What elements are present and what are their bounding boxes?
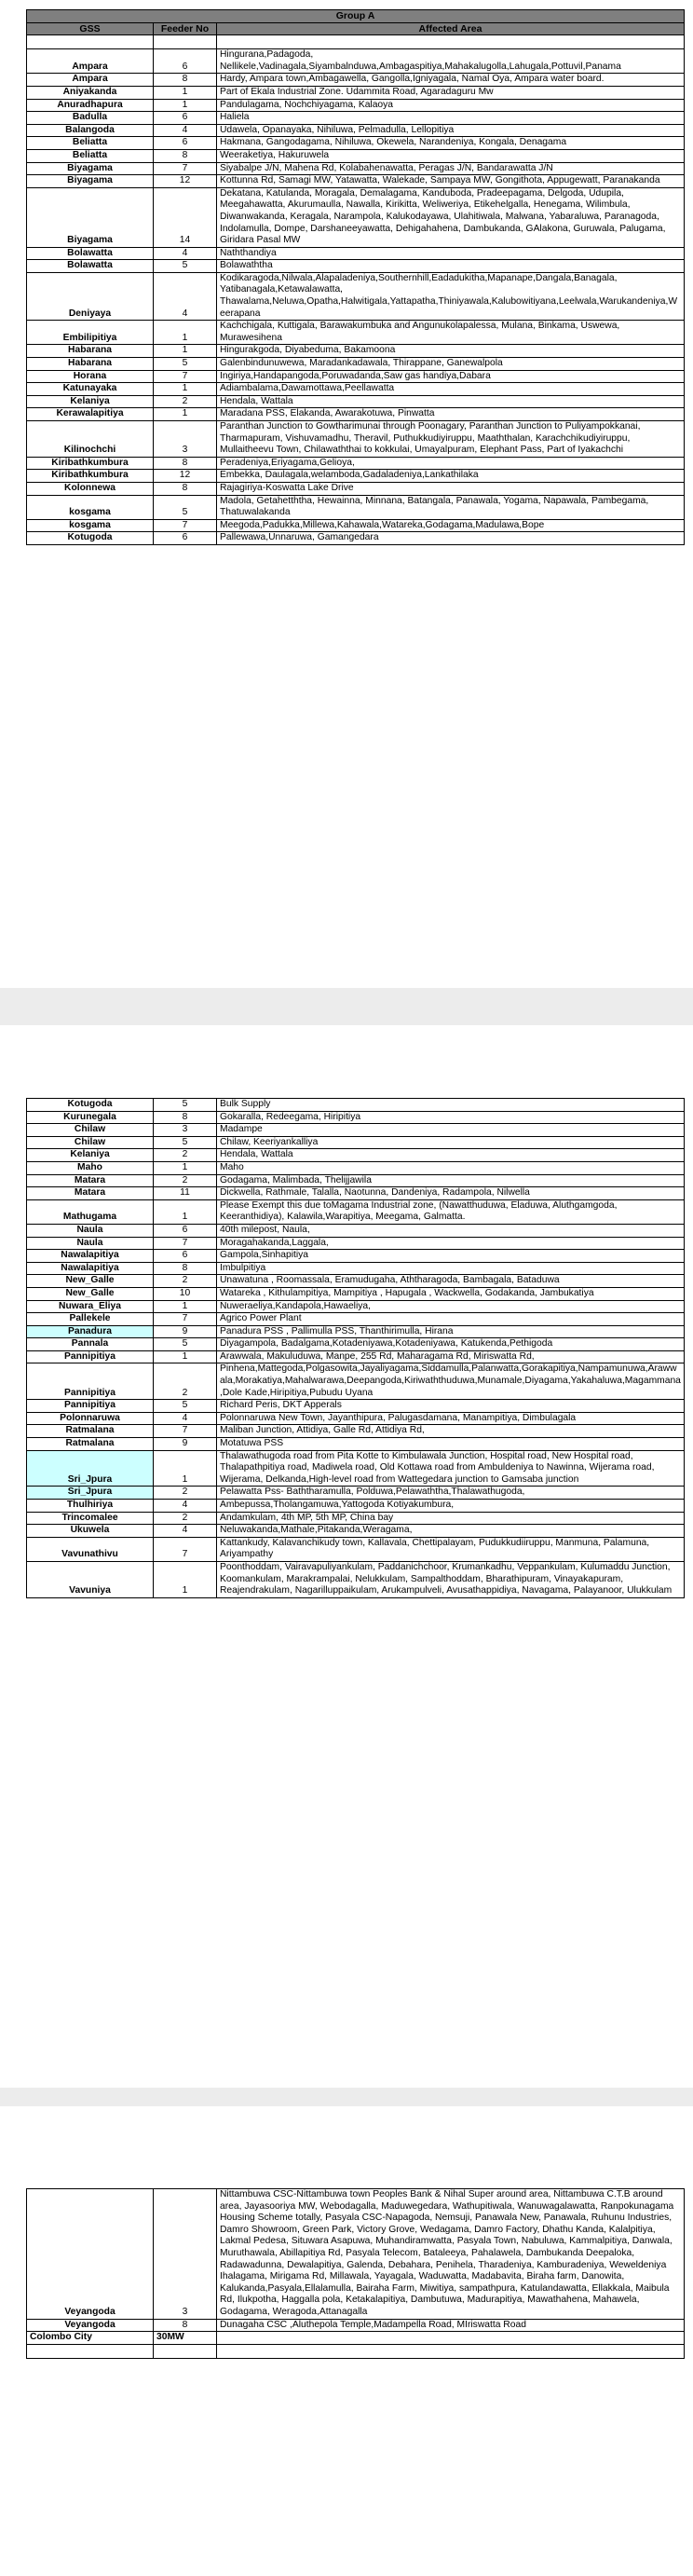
feeder-cell: 4 (154, 272, 217, 320)
gss-cell: Pannipitiya (27, 1400, 154, 1413)
gss-cell: Nuwara_Eliya (27, 1300, 154, 1313)
table-row (27, 1512, 685, 1525)
table-row (27, 1325, 685, 1338)
gss-cell: Balangoda (27, 124, 154, 137)
feeder-cell: 1 (154, 1450, 217, 1487)
area-cell: Pallewawa,Unnaruwa, Gamangedara (217, 532, 685, 545)
gss-cell: Kelaniya (27, 395, 154, 408)
table-row (27, 1199, 685, 1224)
gss-cell: Trincomalee (27, 1512, 154, 1525)
gss-cell: Kotugoda (27, 1099, 154, 1112)
area-cell: Hardy, Ampara town,Ambagawella, Gangolla,Igniyagala, Namal Oya, Ampara water board. (217, 74, 685, 87)
table-row (27, 1525, 685, 1538)
feeder-cell: 2 (154, 1487, 217, 1500)
table-row (27, 1450, 685, 1487)
table-row (27, 1262, 685, 1275)
feeder-cell: 6 (154, 532, 217, 545)
table-row (27, 370, 685, 383)
feeder-cell: 1 (154, 1300, 217, 1313)
area-cell: Polonnaruwa New Town, Jayanthipura, Palugasdamana, Manampitiya, Dimbulagala (217, 1412, 685, 1425)
area-cell: Naththandiya (217, 247, 685, 260)
area-cell: Pandulagama, Nochchiyagama, Kalaoya (217, 99, 685, 112)
gss-cell: Panadura (27, 1325, 154, 1338)
gss-cell: Chilaw (27, 1124, 154, 1137)
table-row (27, 175, 685, 188)
area-cell: Embekka, Daulagala,welamboda,Gadaladeniya,Lankathilaka (217, 470, 685, 483)
feeder-cell: 14 (154, 187, 217, 247)
feeder-cell: 8 (154, 2319, 217, 2332)
area-cell: Ingiriya,Handapangoda,Poruwadanda,Saw gas handiya,Dabara (217, 370, 685, 383)
header-area: Affected Area (217, 22, 685, 35)
area-cell: 40th milepost, Naula, (217, 1224, 685, 1237)
table-row (27, 345, 685, 358)
area-cell: Rajagiriya-Koswatta Lake Drive (217, 482, 685, 495)
gss-cell: New_Galle (27, 1287, 154, 1300)
feeder-table-page-3 (26, 2188, 685, 2359)
feeder-cell: 9 (154, 1325, 217, 1338)
feeder-cell: 1 (154, 345, 217, 358)
table-row (27, 1425, 685, 1438)
table-row (27, 1412, 685, 1425)
page-gap (0, 988, 693, 1025)
feeder-cell: 1 (154, 1350, 217, 1363)
table-row (27, 49, 685, 74)
gss-cell: Beliatta (27, 149, 154, 162)
gss-cell: kosgama (27, 519, 154, 532)
table-row (27, 532, 685, 545)
footer-row (27, 2332, 685, 2345)
area-cell: Watareka , Kithulampitiya, Mampitiya , Hapugala , Wackwella, Godakanda, Jambukatiya (217, 1287, 685, 1300)
gss-cell: Chilaw (27, 1136, 154, 1149)
feeder-cell: 8 (154, 482, 217, 495)
gss-cell: Biyagama (27, 162, 154, 175)
gss-cell: Matara (27, 1174, 154, 1187)
area-cell: Arawwala, Makuluduwa, Manpe, 255 Rd, Maharagama Rd, Miriswatta Rd, (217, 1350, 685, 1363)
gss-cell: Pannipitiya (27, 1350, 154, 1363)
table-row (27, 1350, 685, 1363)
gss-cell: Naula (27, 1237, 154, 1250)
table-row (27, 495, 685, 519)
feeder-cell: 1 (154, 408, 217, 421)
gss-cell: Vavunathivu (27, 1537, 154, 1561)
feeder-cell: 8 (154, 457, 217, 470)
table-row (27, 1537, 685, 1561)
area-cell: Nuweraeliya,Kandapola,Hawaeliya, (217, 1300, 685, 1313)
header-feeder: Feeder No (154, 22, 217, 35)
table-row (27, 112, 685, 125)
table-row (27, 1313, 685, 1326)
area-cell: Pinhena,Mattegoda,Polgasowita,Jayaliyagama,Siddamulla,Palanwatta,Gorakapitiya,Nampamunuwa,Arawwala,Morakatiya,Mahalwarawa,Deepangoda,Kiriwaththuduwa,Munamale,Diyagama,Yakahaluwa,Magammana,Dole Kade,Hiripitiya,Pubudu Uyana (217, 1363, 685, 1400)
group-title: Group A (27, 10, 685, 23)
area-cell: Gampola,Sinhapitiya (217, 1250, 685, 1263)
area-cell: Dekatana, Katulanda, Moragala, Demalagama, Kandubodа, Pradeepagama, Delgoda, Udupila, Meegahawatta, Akurumaulla, Nawalla, Kirikitta, Weliweriya, Etikehelgalla, Henegama, Wilimbula, Diwanwakanda, Keragala, Narampola, Kalukodayawa, Ulahitiwala, Malwana, Yabaraluwa, Paranagoda, Indolamulla, Dompe, Darshaneeyawatta, Dehigahahena, Dambukanda, GAlakona, Guruwala, Palugama, Giridara Pasal MW (217, 187, 685, 247)
feeder-table-page-1 (26, 9, 685, 545)
area-cell: Kachchigala, Kuttigala, Barawakumbuka and Angunukolapalessa, Mulana, Binkama, Uswewa, Murawesihena (217, 321, 685, 345)
table-row (27, 358, 685, 371)
gss-cell: Habarana (27, 345, 154, 358)
table-row (27, 1400, 685, 1413)
feeder-cell: 8 (154, 1262, 217, 1275)
table-row (27, 124, 685, 137)
feeder-cell: 2 (154, 395, 217, 408)
feeder-cell: 7 (154, 1237, 217, 1250)
area-cell: Pelawatta Pss- Baththaramulla, Polduwa,Pelawaththa,Thalawathugoda, (217, 1487, 685, 1500)
feeder-cell: 1 (154, 383, 217, 396)
gss-cell: Pannipitiya (27, 1363, 154, 1400)
feeder-cell: 3 (154, 421, 217, 458)
feeder-cell: 8 (154, 74, 217, 87)
feeder-cell: 1 (154, 86, 217, 99)
gss-cell: Horana (27, 370, 154, 383)
table-row (27, 395, 685, 408)
area-cell: Agrico Power Plant (217, 1313, 685, 1326)
feeder-cell: 7 (154, 1537, 217, 1561)
gss-cell: Aniyakanda (27, 86, 154, 99)
gss-cell: Kilinochchi (27, 421, 154, 458)
table-row (27, 272, 685, 320)
table-row (27, 482, 685, 495)
table-row (27, 1438, 685, 1451)
area-cell: Imbulpitiya (217, 1262, 685, 1275)
feeder-cell: 1 (154, 1561, 217, 1597)
gss-cell: Sri_Jpura (27, 1450, 154, 1487)
area-cell: Adiambalama,Dawamottawa,Peellawatta (217, 383, 685, 396)
gss-cell: Embilipitiya (27, 321, 154, 345)
area-cell: Poonthoddam, Vairavapuliyankulam, Paddanichchoor, Krumankadhu, Veppankulam, Kulumaddu Junction, Koomankulam, Marakrampalai, Nelukkulam, Sampalthoddam, Bharathipuram, Vinayakapuram, Reajendrakulam, Nagarilluppaikulam, Arukampulveli, Avusathappidiya, Navagama, Palayanoor, Ulukkulam (217, 1561, 685, 1597)
area-cell: Paranthan Junction to Gowtharimunai through Poonagary, Paranthan Junction to Puliyampokkanai, Tharmapuram, Vishuvamadhu, Theravil, Puthukkudiyiruppu, Maaththalan, Karachchikudiyiruppu, Mullaitheevu Town, Chilawaththai to kokkulai, Umayalpuram, Elephant Pass, Part of Iyakachchi (217, 421, 685, 458)
area-cell: Nittambuwa CSC-Nittambuwa town Peoples Bank & Nihal Super around area, Nittambuwa C.T.B around area, Jayasooriya MW, Webodagalla, Maduwegedara, Wathupitiwala, Wanuwagalawatta, Ranpokunagama Housing Scheme totally, Pasyala CSC-Napagoda, Nemsuji, Panawala New, Panawala, Ruhunu Industries, Damro Showroom, Green Park, Victory Grove, Wedagama, Damro Factory, Dhathu Kanda, Kalalpitiya, Lakmal Pedesa, Situwara Asapuwa, Muhandiramwatta, Pasyala Town, Nabuluwa, Kammalpitiya, Danwala, Muruthawala, Abillapitiya Rd, Pasyala Telecom, Batalееya, Pahalawela, Dambukanda Deepaloka, Radawadunna, Dewalapitiya, Galenda, Debahara, Penihela, Tharadeniya, Kamburadeniya, Weweldeniya Ihalagama, Mirigama Rd, Millawala, Yayagala, Waduwatta, Madabavita, Biraha farm, Danowita, Kalukanda,Pasyala,Ellalamulla, Bairaha Farm, Miwitiya, sampathpura, Katulandawatta, Ellakkala, Maibula Rd, Ilukpotha, Haggalla pola, Ketakalapitiya, Dambutuwa, Madurapitiya, Mawathahena, Mahawela, Godagama, Weragoda,Attanagalla (217, 2189, 685, 2320)
gss-cell: Deniyaya (27, 272, 154, 320)
area-cell: Ambepussa,Tholangamuwa,Yattogoda Kotiyakumbura, (217, 1500, 685, 1513)
feeder-cell: 11 (154, 1187, 217, 1200)
gss-cell: Bolawatta (27, 260, 154, 273)
table-row (27, 1287, 685, 1300)
gss-cell: Maho (27, 1161, 154, 1174)
area-cell: Godagama, Malimbada, Thelijjawila (217, 1174, 685, 1187)
gss-cell: Ampara (27, 49, 154, 74)
feeder-cell: 4 (154, 1412, 217, 1425)
table-row (27, 1561, 685, 1597)
gss-cell: Habarana (27, 358, 154, 371)
feeder-cell: 3 (154, 2189, 217, 2320)
area-cell: Richard Peris, DKT Apperals (217, 1400, 685, 1413)
gss-cell: Nawalapitiya (27, 1250, 154, 1263)
feeder-cell: 1 (154, 99, 217, 112)
feeder-cell: 1 (154, 1161, 217, 1174)
feeder-table-page-2 (26, 1098, 685, 1598)
feeder-cell: 6 (154, 137, 217, 150)
area-cell: Weeraketiya, Hakuruwela (217, 149, 685, 162)
table-row (27, 1487, 685, 1500)
table-row (27, 1111, 685, 1124)
area-cell: Kottunna Rd, Samagi MW, Yatawatta, Walekade, Sampaya MW, Gongithota, Appugewatt, Paranakanda (217, 175, 685, 188)
feeder-cell: 2 (154, 1512, 217, 1525)
table-row (27, 86, 685, 99)
area-cell: Maliban Junction, Attidiya, Galle Rd, Attidiya Rd, (217, 1425, 685, 1438)
feeder-cell: 4 (154, 247, 217, 260)
feeder-cell: 7 (154, 1425, 217, 1438)
feeder-cell: 12 (154, 470, 217, 483)
feeder-cell: 6 (154, 1224, 217, 1237)
gss-cell: Ratmalana (27, 1425, 154, 1438)
feeder-cell: 5 (154, 260, 217, 273)
feeder-cell: 8 (154, 1111, 217, 1124)
gss-cell: Vavuniya (27, 1561, 154, 1597)
feeder-cell: 6 (154, 49, 217, 74)
area-cell: Bolawaththa (217, 260, 685, 273)
area-cell: Diyagampola, Badalgama,Kotadeniyawa,Kotadeniyawa, Katukenda,Pethigoda (217, 1338, 685, 1351)
gss-cell: Naula (27, 1224, 154, 1237)
table-row (27, 149, 685, 162)
table-row (27, 1124, 685, 1137)
area-cell: Kattankudy, Kalavanchikudy town, Kallavala, Chettipalayam, Pudukkudiiruppu, Manmuna, Palamuna, Ariyampathy (217, 1537, 685, 1561)
gss-cell: Ampara (27, 74, 154, 87)
area-cell: Siyabalpe J/N, Mahena Rd, Kolabahenawatta, Peragas J/N, Bandarawatta J/N (217, 162, 685, 175)
feeder-cell: 2 (154, 1174, 217, 1187)
gss-cell: Katunayaka (27, 383, 154, 396)
area-cell: Thalawathugoda road from Pita Kotte to Kimbulawala Junction, Hospital road, New Hospital road, Thalapathpitiya road, Madiwela road, Old Kottawa road from Ambuldeniya to Nawinna, Wijerama road, Wijerama, Delkanda,High-level road from Wattegedara junction to Gamsaba junction (217, 1450, 685, 1487)
gss-cell: Kotugoda (27, 532, 154, 545)
feeder-cell: 9 (154, 1438, 217, 1451)
area-cell: Neluwakanda,Mathale,Pitakanda,Weragama, (217, 1525, 685, 1538)
gss-cell: Bolawatta (27, 247, 154, 260)
gss-cell: Kiribathkumbura (27, 470, 154, 483)
area-cell: Hakmana, Gangodagama, Nihiluwa, Okewela, Narandeniya, Kongala, Denagama (217, 137, 685, 150)
feeder-cell: 1 (154, 321, 217, 345)
table-row (27, 2189, 685, 2320)
feeder-cell: 6 (154, 112, 217, 125)
table-row (27, 99, 685, 112)
gss-cell: Kurunegala (27, 1111, 154, 1124)
feeder-cell: 1 (154, 1199, 217, 1224)
gss-cell: Matara (27, 1187, 154, 1200)
gss-cell: Nawalapitiya (27, 1262, 154, 1275)
feeder-cell: 7 (154, 519, 217, 532)
area-cell: Gokaralla, Redeegama, Hiripitiya (217, 1111, 685, 1124)
area-cell: Moragahakanda,Laggala, (217, 1237, 685, 1250)
table-row (27, 260, 685, 273)
area-cell: Maho (217, 1161, 685, 1174)
table-row (27, 519, 685, 532)
gss-cell: Pannala (27, 1338, 154, 1351)
gss-cell: Thulhiriya (27, 1500, 154, 1513)
gss-cell: Kerawalapitiya (27, 408, 154, 421)
table-row (27, 408, 685, 421)
gss-cell: Pallekele (27, 1313, 154, 1326)
gss-cell: Mathugama (27, 1199, 154, 1224)
feeder-cell: 4 (154, 124, 217, 137)
table-row (27, 1500, 685, 1513)
table-row (27, 1099, 685, 1112)
feeder-cell: 5 (154, 1099, 217, 1112)
feeder-cell: 7 (154, 1313, 217, 1326)
feeder-cell: 3 (154, 1124, 217, 1137)
table-row (27, 383, 685, 396)
gss-cell: Veyangoda (27, 2319, 154, 2332)
area-cell: Madola, Getahetththa, Hewainna, Minnana, Batangala, Panawala, Yogama, Napawala, Pambegama, Thatuwalakanda (217, 495, 685, 519)
area-cell: Madampe (217, 1124, 685, 1137)
feeder-cell: 12 (154, 175, 217, 188)
table-row (27, 1224, 685, 1237)
gss-cell: Kolonnewa (27, 482, 154, 495)
feeder-cell: 5 (154, 1338, 217, 1351)
area-cell: Chilaw, Keeriyankalliya (217, 1136, 685, 1149)
table-row (27, 1174, 685, 1187)
table-row (27, 247, 685, 260)
table-row (27, 1275, 685, 1288)
table-row (27, 1161, 685, 1174)
feeder-cell: 4 (154, 1500, 217, 1513)
area-cell: Udawela, Opanayaka, Nihiluwa, Pelmadulla, Lellopitiya (217, 124, 685, 137)
gss-cell: Veyangoda (27, 2189, 154, 2320)
feeder-cell: 6 (154, 1250, 217, 1263)
gss-cell: Biyagama (27, 187, 154, 247)
gss-cell: Sri_Jpura (27, 1487, 154, 1500)
area-cell: Galenbindunuwewa, Maradankadawala, Thirappane, Ganewalpola (217, 358, 685, 371)
gss-cell: Kelaniya (27, 1149, 154, 1162)
area-cell: Haliela (217, 112, 685, 125)
gss-cell: Anuradhapura (27, 99, 154, 112)
footer-label: Colombo City (27, 2332, 154, 2345)
feeder-cell: 8 (154, 149, 217, 162)
table-row (27, 1250, 685, 1263)
table-row (27, 2319, 685, 2332)
table-row (27, 1338, 685, 1351)
table-row (27, 1136, 685, 1149)
feeder-cell: 10 (154, 1287, 217, 1300)
table-row (27, 1300, 685, 1313)
area-cell: Dickwella, Rathmale, Talalla, Naotunna, Dandeniya, Radampola, Nilwella (217, 1187, 685, 1200)
gss-cell: Beliatta (27, 137, 154, 150)
area-cell: Part of Ekala Industrial Zone. Udammita Road, Agaradaguru Mw (217, 86, 685, 99)
feeder-cell: 7 (154, 370, 217, 383)
feeder-cell: 5 (154, 358, 217, 371)
area-cell: Peradeniya,Eriyagama,Gelioya, (217, 457, 685, 470)
table-row (27, 457, 685, 470)
area-cell: Kodikaragoda,Nilwala,Alapaladeniya,Southernhill,Eadadukitha,Mapanape,Dangala,Banagala, Yatibanagala,Ketawalawatta, Thawalama,Neluwa,Opatha,Halwitigala,Yattapatha,Thiniyawala,Kalubowitiyana,Leelwala,Warukandeniya,Weerapana (217, 272, 685, 320)
area-cell: Unawatuna , Roomassala, Eramudugaha, Aththaragoda, Bambagala, Bataduwa (217, 1275, 685, 1288)
gss-cell: Ukuwela (27, 1525, 154, 1538)
area-cell: Motatuwa PSS (217, 1438, 685, 1451)
header-gss: GSS (27, 22, 154, 35)
area-cell: Hendala, Wattala (217, 395, 685, 408)
page-3 (0, 2106, 693, 2576)
table-row (27, 1363, 685, 1400)
area-cell: Please Exempt this due toMagama Industrial zone, (Nawatthuduwa, Eladuwa, Aluthgamgoda, Keeranthidiya), Kalawila,Warapitiya, Meegama, Galmatta. (217, 1199, 685, 1224)
gss-cell: Biyagama (27, 175, 154, 188)
table-row (27, 1187, 685, 1200)
table-row (27, 321, 685, 345)
area-cell: Hendala, Wattala (217, 1149, 685, 1162)
feeder-cell: 2 (154, 1149, 217, 1162)
gss-cell: Ratmalana (27, 1438, 154, 1451)
area-cell: Panadura PSS , Pallimulla PSS, Thanthirimulla, Hirana (217, 1325, 685, 1338)
area-cell: Hingurakgoda, Diyabeduma, Bakamoona (217, 345, 685, 358)
area-cell: Bulk Supply (217, 1099, 685, 1112)
feeder-cell: 2 (154, 1275, 217, 1288)
table-row (27, 74, 685, 87)
gss-cell: Badulla (27, 112, 154, 125)
table-row (27, 162, 685, 175)
gss-cell: kosgama (27, 495, 154, 519)
feeder-cell: 5 (154, 1136, 217, 1149)
gss-cell: New_Galle (27, 1275, 154, 1288)
page-2 (0, 1025, 693, 2088)
table-row (27, 137, 685, 150)
table-row (27, 187, 685, 247)
feeder-cell: 5 (154, 495, 217, 519)
feeder-cell: 7 (154, 162, 217, 175)
footer-value: 30MW (154, 2332, 217, 2345)
table-row (27, 1149, 685, 1162)
page-1 (0, 0, 693, 988)
feeder-cell: 5 (154, 1400, 217, 1413)
feeder-cell: 4 (154, 1525, 217, 1538)
gss-cell: Polonnaruwa (27, 1412, 154, 1425)
table-row (27, 1237, 685, 1250)
page-gap (0, 2088, 693, 2106)
gss-cell: Kiribathkumbura (27, 457, 154, 470)
area-cell: Maradana PSS, Elakanda, Awarakotuwa, Pinwatta (217, 408, 685, 421)
area-cell: Meegoda,Padukka,Millewa,Kahawala,Watareka,Godagama,Madulawa,Bope (217, 519, 685, 532)
area-cell: Hingurana,Padagoda, Nellikele,Vadinagala,Siyambalnduwa,Ambagaspitiya,Mahakalugolla,Lahugala,Pottuvil,Panama (217, 49, 685, 74)
table-row (27, 470, 685, 483)
table-row (27, 421, 685, 458)
area-cell: Dunagaha CSC ,Aluthepola Temple,Madampella Road, MIriswatta Road (217, 2319, 685, 2332)
feeder-cell: 2 (154, 1363, 217, 1400)
area-cell: Andamkulam, 4th MP, 5th MP, China bay (217, 1512, 685, 1525)
